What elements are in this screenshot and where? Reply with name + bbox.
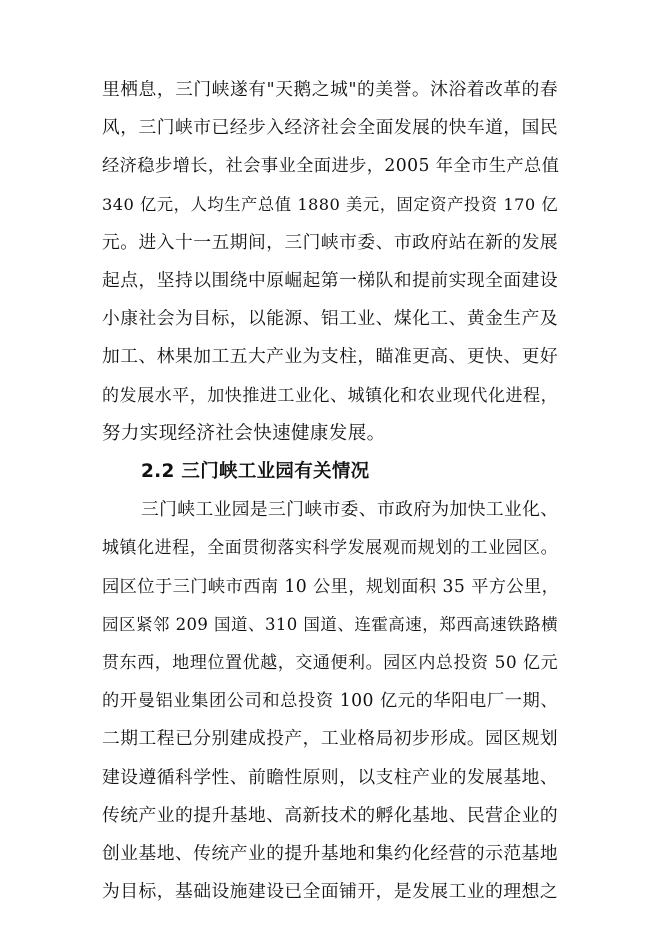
paragraph-line: 园区紧邻 209 国道、310 国道、连霍高速，郑西高速铁路横 xyxy=(102,614,558,634)
paragraph-line: 经济稳步增长，社会事业全面进步，2005 年全市生产总值 xyxy=(102,156,560,177)
paragraph-line: 的开曼铝业集团公司和总投资 100 亿元的华阳电厂一期、 xyxy=(102,691,558,712)
paragraph-line: 340 亿元，人均生产总值 1880 美元，固定资产投资 170 亿 xyxy=(102,194,558,214)
paragraph-line: 创业基地、传统产业的提升基地和集约化经营的示范基地 xyxy=(102,844,558,864)
paragraph-line: 为目标，基础设施建设已全面铺开，是发展工业的理想之 xyxy=(102,882,558,903)
paragraph-line: 小康社会为目标，以能源、铝工业、煤化工、黄金生产及 xyxy=(102,309,558,330)
paragraph-line: 元。进入十一五期间，三门峡市委、市政府站在新的发展 xyxy=(102,232,558,253)
paragraph-line: 园区位于三门峡市西南 10 公里，规划面积 35 平方公里， xyxy=(102,576,560,597)
paragraph-line: 传统产业的提升基地、高新技术的孵化基地、民营企业的 xyxy=(102,805,558,826)
paragraph-line: 三门峡工业园是三门峡市委、市政府为加快工业化、 xyxy=(141,500,559,521)
paragraph-line: 里栖息，三门峡遂有"天鹅之城"的美誉。沐浴着改革的春 xyxy=(102,80,558,100)
paragraph-line: 加工、林果加工五大产业为支柱，瞄准更高、更快、更好 xyxy=(102,347,558,368)
section-heading: 2.2 三门峡工业园有关情况 xyxy=(141,461,370,482)
paragraph-line: 的发展水平，加快推进工业化、城镇化和农业现代化进程， xyxy=(102,385,558,406)
paragraph-line: 风，三门峡市已经步入经济社会全面发展的快车道，国民 xyxy=(102,118,558,139)
paragraph-line: 二期工程已分别建成投产，工业格局初步形成。园区规划 xyxy=(102,729,558,750)
paragraph-line: 城镇化进程，全面贯彻落实科学发展观而规划的工业园区。 xyxy=(102,538,558,559)
paragraph-line: 起点，坚持以围绕中原崛起第一梯队和提前实现全面建设 xyxy=(102,271,558,291)
paragraph-line: 贯东西，地理位置优越，交通便利。园区内总投资 50 亿元 xyxy=(102,653,558,673)
paragraph-line: 努力实现经济社会快速健康发展。 xyxy=(102,422,386,444)
paragraph-line: 建设遵循科学性、前瞻性原则，以支柱产业的发展基地、 xyxy=(102,767,558,788)
